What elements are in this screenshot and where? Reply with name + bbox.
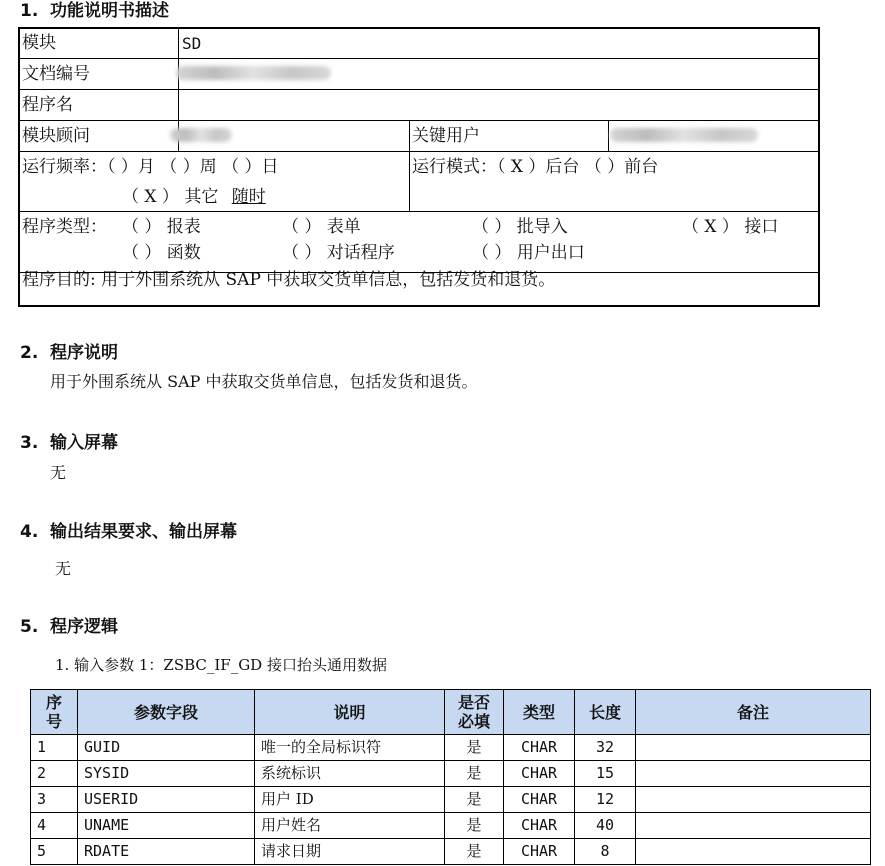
cell-required: 是	[445, 761, 504, 787]
program-type-label: 程序类型：	[22, 217, 107, 237]
consultant-label: 模块顾问	[22, 126, 90, 146]
section-title: 程序逻辑	[50, 617, 118, 637]
input-screen-text: 无	[50, 463, 67, 482]
cell-type: CHAR	[504, 735, 575, 761]
cell-desc: 请求日期	[255, 839, 445, 865]
type-report: （ ） 报表	[122, 217, 201, 237]
type-dialog: （ ） 对话程序	[282, 243, 395, 263]
cell-required: 是	[445, 735, 504, 761]
module-label: 模块	[22, 33, 56, 53]
type-interface: （ X ） 接口	[682, 217, 779, 237]
cell-seq: 4	[31, 813, 78, 839]
redacted-key-user	[610, 128, 758, 142]
run-mode: 运行模式：（ X ）后台 （ ）前台	[412, 157, 659, 177]
section-number: 1.	[20, 1, 39, 21]
section-number: 2.	[20, 343, 39, 363]
section-number: 3.	[20, 433, 39, 453]
table-row	[31, 787, 871, 813]
header-remark: 备注	[636, 690, 871, 735]
cell-type: CHAR	[504, 839, 575, 865]
cell-type: CHAR	[504, 787, 575, 813]
table-row	[31, 761, 871, 787]
section-4-heading	[20, 521, 237, 543]
run-frequency-other: （ X ） 其它 随时	[122, 187, 266, 207]
header-type: 类型	[504, 690, 575, 735]
frequency-other-value: 随时	[231, 187, 266, 207]
table-row	[31, 735, 871, 761]
cell-type: CHAR	[504, 813, 575, 839]
cell-remark	[636, 813, 871, 839]
cell-desc: 用户 ID	[255, 787, 445, 813]
section-5-heading	[20, 616, 118, 638]
cell-type: CHAR	[504, 761, 575, 787]
run-frequency: 运行频率：（ ）月 （ ）周 （ ）日	[22, 157, 279, 177]
header-seq: 序 号	[31, 690, 78, 735]
cell-field: SYSID	[78, 761, 255, 787]
cell-length: 32	[575, 735, 636, 761]
cell-desc: 系统标识	[255, 761, 445, 787]
cell-field: UNAME	[78, 813, 255, 839]
type-batch-import: （ ） 批导入	[472, 217, 568, 237]
redacted-consultant	[170, 128, 232, 142]
cell-remark	[636, 839, 871, 865]
program-description: 用于外围系统从 SAP 中获取交货单信息，包括发货和退货。	[50, 372, 478, 391]
section-1-heading	[20, 0, 169, 22]
section-2-heading	[20, 342, 118, 364]
cell-remark	[636, 787, 871, 813]
cell-seq: 5	[31, 839, 78, 865]
section-title: 输入屏幕	[50, 433, 118, 453]
cell-required: 是	[445, 839, 504, 865]
table-row	[31, 839, 871, 865]
cell-seq: 3	[31, 787, 78, 813]
header-desc: 说明	[255, 690, 445, 735]
cell-required: 是	[445, 787, 504, 813]
cell-remark	[636, 735, 871, 761]
header-required: 是否 必填	[445, 690, 504, 735]
table-row	[31, 813, 871, 839]
section-3-heading	[20, 432, 118, 454]
cell-length: 12	[575, 787, 636, 813]
type-form: （ ） 表单	[282, 217, 361, 237]
type-function: （ ） 函数	[122, 243, 201, 263]
key-user-label: 关键用户	[412, 126, 480, 146]
cell-length: 15	[575, 761, 636, 787]
param-table	[30, 689, 871, 865]
section-title: 功能说明书描述	[50, 1, 169, 21]
header-field: 参数字段	[78, 690, 255, 735]
cell-length: 40	[575, 813, 636, 839]
cell-length: 8	[575, 839, 636, 865]
redacted-doc-number	[176, 66, 331, 80]
cell-remark	[636, 761, 871, 787]
header-length: 长度	[575, 690, 636, 735]
section-number: 4.	[20, 522, 39, 542]
input-param-item: 1. 输入参数 1：ZSBC_IF_GD 接口抬头通用数据	[55, 656, 387, 674]
section-title: 输出结果要求、输出屏幕	[50, 522, 237, 542]
cell-field: GUID	[78, 735, 255, 761]
cell-field: USERID	[78, 787, 255, 813]
param-table-header	[31, 690, 871, 735]
program-purpose: 程序目的: 用于外围系统从 SAP 中获取交货单信息，包括发货和退货。	[22, 270, 556, 290]
cell-field: RDATE	[78, 839, 255, 865]
section-number: 5.	[20, 617, 39, 637]
doc-number-label: 文档编号	[22, 64, 90, 84]
cell-seq: 2	[31, 761, 78, 787]
cell-desc: 唯一的全局标识符	[255, 735, 445, 761]
cell-desc: 用户姓名	[255, 813, 445, 839]
type-user-exit: （ ） 用户出口	[472, 243, 585, 263]
output-screen-text: 无	[55, 559, 72, 578]
section-title: 程序说明	[50, 343, 118, 363]
module-value: SD	[182, 34, 202, 53]
function-spec-table	[18, 27, 820, 307]
cell-seq: 1	[31, 735, 78, 761]
program-name-label: 程序名	[22, 95, 73, 115]
cell-required: 是	[445, 813, 504, 839]
